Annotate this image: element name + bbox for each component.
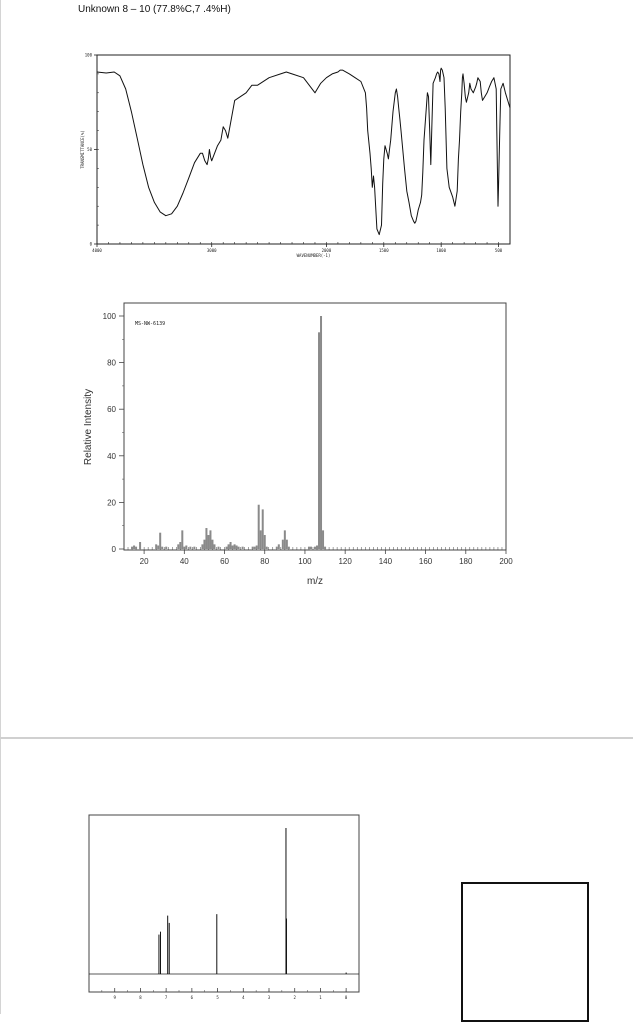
ms-y-tick-label: 60 <box>107 405 116 415</box>
ms-x-tick-label: 80 <box>260 557 270 566</box>
ir-x-axis-label: WAVENUMBER(-1) <box>296 253 331 258</box>
nmr-x-tick-label: 1 <box>319 995 322 1000</box>
ms-x-axis-label: m/z <box>306 576 324 587</box>
ms-y-tick-label: 40 <box>107 451 116 461</box>
ir-y-tick-label: 0 <box>89 241 92 247</box>
ms-x-tick-label: 160 <box>418 557 433 566</box>
ms-x-tick-label: 60 <box>220 557 229 566</box>
nmr-x-tick-label: 2 <box>293 995 296 1000</box>
ir-x-tick-label: 500 <box>494 248 503 253</box>
ms-y-tick-label: 20 <box>107 498 116 508</box>
nmr-x-tick-label: 9 <box>113 995 116 1000</box>
page-title: Unknown 8 – 10 (77.8%C,7 .4%H) <box>78 4 231 15</box>
nmr-x-tick-label: 3 <box>267 995 271 1000</box>
ms-x-tick-label: 100 <box>298 557 312 566</box>
ms-x-tick-label: 180 <box>459 557 473 566</box>
ms-y-axis-label: Relative Intensity <box>83 388 94 466</box>
ms-spectrum-id-label: MS-NW-6139 <box>135 321 166 327</box>
ms-y-tick-label: 100 <box>102 312 116 321</box>
ir-x-tick-label: 2000 <box>321 248 332 253</box>
ir-y-tick-label: 100 <box>84 52 92 58</box>
nmr-x-tick-label: 0 <box>344 995 348 1000</box>
ms-y-tick-label: 0 <box>111 545 116 554</box>
ir-x-tick-label: 1500 <box>378 248 389 253</box>
ir-y-axis-label: TRANSMITTANCE(%) <box>80 130 85 169</box>
ir-x-tick-label: 4000 <box>92 248 102 253</box>
ms-x-tick-label: 140 <box>378 557 393 566</box>
ms-x-tick-label: 20 <box>139 557 149 566</box>
ms-x-tick-label: 200 <box>499 557 513 566</box>
nmr-plot-frame <box>89 815 359 992</box>
nmr-x-tick-label: 5 <box>216 995 219 1000</box>
nmr-x-tick-label: 7 <box>164 995 168 1000</box>
nmr-x-tick-label: 4 <box>242 995 245 1000</box>
ir-y-tick-label: 50 <box>87 147 92 152</box>
answer-box[interactable] <box>461 882 589 1022</box>
ms-x-tick-label: 120 <box>338 557 352 566</box>
ms-x-tick-label: 40 <box>179 557 189 566</box>
ir-x-tick-label: 3000 <box>206 248 217 253</box>
ir-x-tick-label: 1000 <box>436 248 446 253</box>
nmr-x-tick-label: 6 <box>190 995 194 1000</box>
nmr-x-tick-label: 8 <box>139 995 142 1000</box>
ms-y-tick-label: 80 <box>107 358 116 368</box>
